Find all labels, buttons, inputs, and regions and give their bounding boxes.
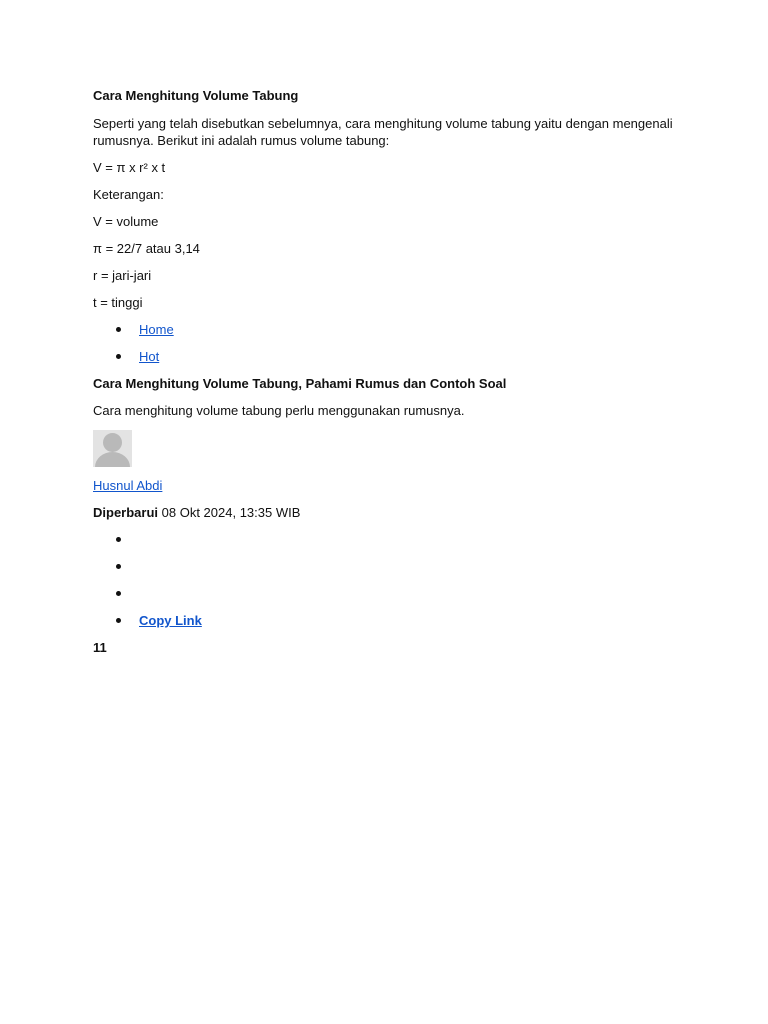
nav-list [93,321,683,365]
share-item[interactable] [93,531,683,548]
author-link[interactable]: Husnul Abdi [93,478,163,493]
bullet-icon [116,354,121,359]
share-item[interactable] [93,585,683,602]
nav-item-hot [93,348,683,365]
avatar-body-icon [95,452,130,467]
legend-item-pi: π = 22/7 atau 3,14 [93,241,200,256]
updated-timestamp: 08 Okt 2024, 13:35 WIB [161,505,301,520]
article-content [93,87,683,656]
avatar-head-icon [103,433,122,452]
share-item[interactable] [93,558,683,575]
bullet-icon [116,564,121,569]
intro-line-1: Seperti yang telah disebutkan sebelumnya, cara menghitung volume tabung yaitu dengan mengenali [93,116,673,131]
nav-link-hot[interactable]: Hot [139,349,160,364]
volume-formula: V = π x r² x t [93,160,166,175]
updated-line [93,504,683,521]
legend-item-radius: r = jari-jari [93,268,152,283]
bullet-icon [116,618,121,623]
bullet-icon [116,591,121,596]
article-heading: Cara Menghitung Volume Tabung [93,88,299,103]
post-summary: Cara menghitung volume tabung perlu menggunakan rumusnya. [93,403,465,418]
bullet-icon [116,537,121,542]
author-line [93,477,683,494]
comment-count: 11 [93,640,107,655]
copy-link-button[interactable]: Copy Link [139,613,202,628]
updated-label: Diperbarui [93,505,159,520]
legend-item-height: t = tinggi [93,295,143,310]
nav-link-home[interactable]: Home [139,322,174,337]
author-avatar [93,430,132,467]
legend-label: Keterangan: [93,187,164,202]
bullet-icon [116,327,121,332]
legend-item-volume: V = volume [93,214,159,229]
post-title: Cara Menghitung Volume Tabung, Pahami Rumus dan Contoh Soal [93,376,507,391]
intro-paragraph [93,115,683,149]
share-item-copy-link [93,612,683,629]
nav-item-home [93,321,683,338]
share-list [93,531,683,629]
intro-line-2: rumusnya. Berikut ini adalah rumus volume tabung: [93,133,390,148]
